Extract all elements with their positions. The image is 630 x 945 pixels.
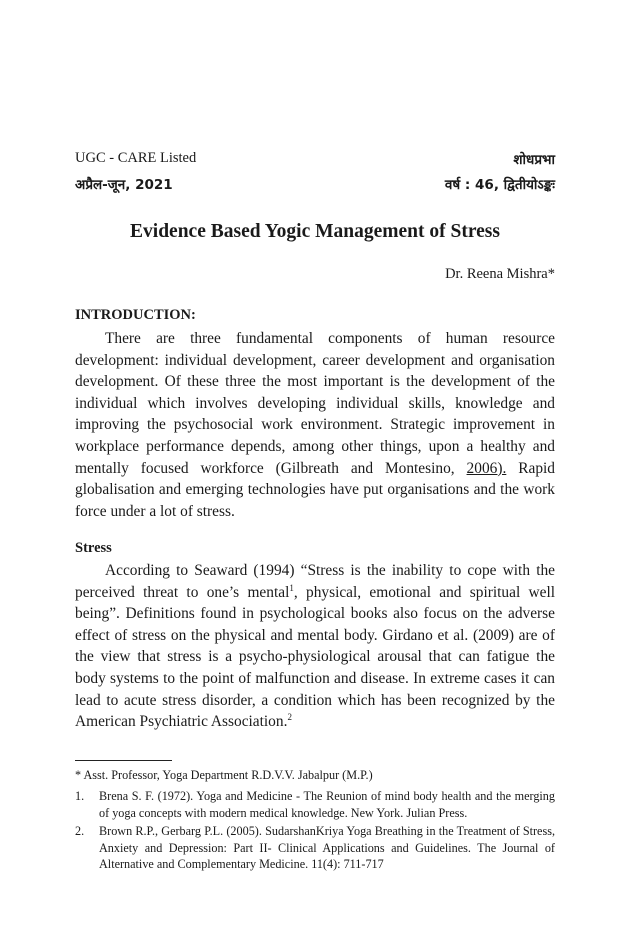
intro-text-b: Rapid globalisation and emerging technologies have put organisations and the work force under a lot of stress. xyxy=(75,459,555,520)
footnote-number: 1. xyxy=(75,789,85,803)
author-affiliation: * Asst. Professor, Yoga Department R.D.V.V. Jabalpur (M.P.) xyxy=(75,768,373,782)
footnote-2 xyxy=(75,823,555,873)
footnote-ref-2[interactable]: 2 xyxy=(287,712,292,723)
volume-issue: वर्ष : 46, द्वितीयोऽङ्कः xyxy=(444,177,555,193)
issue-date: अप्रैल-जून, 2021 xyxy=(75,177,173,193)
footnote-text: Brown R.P., Gerbarg P.L. (2005). SudarshanKriya Yoga Breathing in the Treatment of Stress, Anxiety and Depression: Part II- Clinical Applications and Guidelines. The Journal of Alternative and Complementary Medicine. 11(4): 711-717 xyxy=(99,824,555,871)
journal-listing: UGC - CARE Listed xyxy=(75,150,197,166)
citation-link[interactable]: 2006). xyxy=(466,459,507,477)
journal-page xyxy=(75,0,555,945)
footnote-number: 2. xyxy=(75,824,85,838)
journal-name: शोधप्रभा xyxy=(513,152,555,168)
introduction-heading: INTRODUCTION: xyxy=(75,307,196,323)
introduction-paragraph xyxy=(75,328,555,522)
stress-paragraph xyxy=(75,560,555,733)
intro-text-a: There are three fundamental components of human resource development: individual development, career development and organisation development. Of these three the most important is the development of the individual which involves developing individual skills, knowledge and improving the psychosocial work environment. Strategic improvement in workplace performance depends, among other things, upon a healthy and mentally focused workforce (Gilbreath and Montesino, xyxy=(75,330,555,477)
footnote-ref-1[interactable]: 1 xyxy=(289,582,294,593)
stress-text-a: According to Seaward (1994) “Stress is the inability to cope with the perceived threat to one’s mental xyxy=(75,562,555,601)
stress-heading: Stress xyxy=(75,540,112,556)
footnote-divider xyxy=(75,760,172,761)
footnote-text: Brena S. F. (1972). Yoga and Medicine - The Reunion of mind body health and the merging of yoga concepts with modern medical knowledge. New York. Julian Press. xyxy=(99,789,555,820)
article-author: Dr. Reena Mishra* xyxy=(445,266,555,282)
footnote-1 xyxy=(75,788,555,821)
stress-text-b: , physical, emotional and spiritual well being”. Definitions found in psychological books also focus on the adverse effect of stress on the physical and mental body. Girdano et al. (2009) are of the view that stress is a psycho-physiological arousal that can fatigue the body systems to the point of malfunction and disease. In extreme cases it can lead to acute stress disorder, a condition which has been recognized by the American Psychiatric Association. xyxy=(75,583,556,731)
article-title: Evidence Based Yogic Management of Stress xyxy=(130,221,500,242)
